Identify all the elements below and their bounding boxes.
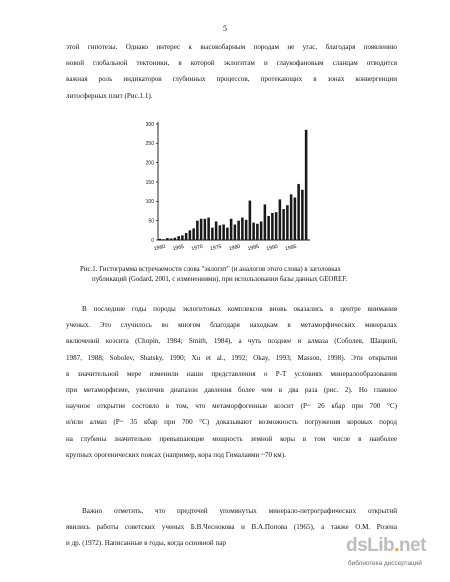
- y-tick-label: 300: [145, 121, 154, 128]
- figure-caption: [80, 265, 400, 285]
- dslib-logo-main: dsLib: [346, 535, 395, 556]
- histogram-bar: [211, 228, 214, 240]
- histogram-bar: [294, 197, 297, 240]
- text-line: важная роль индикаторов глубинных процессов, протекающих в зонах конвергенции: [66, 75, 397, 84]
- histogram-bar: [170, 238, 173, 240]
- dslib-logo-dot: .: [394, 535, 399, 556]
- text-line: включений коэсита (Chopin, 1984; Smith, 1984), а чуть позднее и алмаза (Соболев, Шацкий,: [66, 337, 397, 346]
- histogram-bar: [245, 220, 248, 240]
- histogram-bar: [162, 239, 165, 240]
- dslib-watermark: [346, 535, 446, 575]
- histogram-bar: [181, 235, 184, 240]
- histogram-bar: [192, 228, 195, 240]
- text-line: и др. (1972). Написанные в годы, когда основной пар: [66, 539, 226, 548]
- x-tick-label: 1960: [153, 243, 166, 253]
- histogram-bar: [290, 194, 293, 240]
- histogram-bar: [207, 218, 210, 240]
- histogram-bar: [275, 212, 278, 240]
- histogram-bar: [196, 221, 199, 240]
- y-tick-label: 250: [145, 141, 154, 148]
- dslib-logo: [346, 535, 426, 557]
- histogram-bar: [230, 219, 233, 240]
- histogram-bar: [256, 224, 259, 240]
- histogram-bar: [177, 236, 180, 240]
- histogram-bar: [215, 221, 218, 240]
- text-line: в значительной мере изменили наши представления о P-T условиях минералообразования: [66, 369, 397, 378]
- histogram-bar: [226, 228, 229, 240]
- y-tick-label: 100: [145, 199, 154, 206]
- histogram-bar: [166, 238, 169, 240]
- x-tick-label: 1985: [247, 243, 260, 253]
- histogram-bar: [249, 201, 252, 240]
- histogram-bar: [189, 230, 192, 240]
- text-line: на глубины значительно превышающие мощность земной коры в том числе в наиболее: [66, 434, 397, 443]
- histogram-bar: [200, 219, 203, 240]
- histogram-bar: [159, 239, 162, 240]
- histogram-bar: [301, 190, 304, 240]
- histogram-bar: [234, 225, 237, 240]
- text-line: при метаморфизме, увеличив диапазон давления более чем в два раза (рис. 2). Но главное: [66, 385, 397, 394]
- caption-line: Рис.1. Гистограмма встречаемости слова "эклогит" (и аналогов этого слова) в заголовках: [80, 266, 342, 273]
- x-tick-label: 1975: [209, 243, 223, 253]
- y-tick-label: 0: [151, 237, 154, 244]
- paragraph-2: [66, 301, 397, 463]
- histogram-bar: [260, 221, 263, 240]
- text-line: ученых. Это случилось во многом благодаря находкам в метаморфических минералах: [66, 321, 397, 330]
- text-line: и/или алмаз (P~ 35 кбар при 700 °С) доказывают возможность погружения коровых пород: [66, 418, 397, 427]
- y-tick-label: 50: [148, 218, 154, 225]
- y-tick-label: 200: [145, 160, 154, 167]
- histogram-bar: [267, 216, 270, 240]
- page-number: 5: [223, 24, 227, 33]
- x-tick-label: 1995: [284, 243, 298, 253]
- y-tick-label: 150: [145, 179, 154, 186]
- histogram-bar: [185, 233, 188, 240]
- histogram-bar: [174, 238, 177, 240]
- text-line: литосферных плит (Рис.1.1).: [66, 91, 153, 100]
- histogram-bar: [271, 213, 274, 240]
- x-tick-label: 1980: [228, 243, 241, 253]
- paragraph-1: [66, 39, 397, 104]
- x-tick-label: 1970: [190, 243, 204, 253]
- histogram-bar: [286, 205, 289, 240]
- text-line: В последние годы породы эклогитовых комплексов вновь оказались в центре внимания: [82, 305, 397, 313]
- text-line: крупных орогенических поясах (например, кора под Гималаями ~70 км).: [66, 450, 286, 459]
- x-tick-label: 1965: [172, 243, 185, 253]
- text-line: научное открытие состояло в том, что метаморфогенные коэсит (P~ 26 кбар при 700 °С): [66, 402, 397, 411]
- histogram-bar: [297, 184, 300, 240]
- histogram-bar: [252, 223, 255, 240]
- histogram-bar: [241, 218, 244, 240]
- histogram-bar: [219, 225, 222, 240]
- text-line: новой глобальной тектоники, в которой эклогитам и глаукофановым сланцам отводится: [66, 59, 397, 68]
- histogram-bar: [222, 225, 225, 240]
- x-tick-label: 1990: [265, 243, 279, 253]
- dslib-subtitle: библиотека диссертаций: [348, 560, 422, 567]
- text-line: этой гипотезы. Однако интерес к высокобарным породам не угас, благодаря появлению: [66, 43, 397, 51]
- eclogite-histogram-chart: [140, 116, 315, 258]
- caption-line: публикаций (Godard, 2001, с изменениями), при использовании базы данных GEOREF.: [92, 276, 348, 283]
- histogram-bar: [204, 219, 207, 240]
- dslib-logo-tld: net: [398, 535, 426, 556]
- histogram-bar: [264, 204, 267, 240]
- text-line: 1987, 1988; Sobolev, Shatsky, 1990; Xu et al., 1992; Okay, 1993; Masson, 1998). Эти открытия: [66, 353, 397, 362]
- histogram-bar: [282, 209, 285, 240]
- histogram-bar: [237, 221, 240, 240]
- histogram-bar: [279, 199, 282, 240]
- text-line: Важно отметить, что предтечей упомянутых минерало-петрографических открытий: [82, 507, 397, 515]
- text-line: явились работы советских ученых Б.В.Чеснокова и В.А.Попова (1965), а также О.М. Розена: [66, 523, 397, 532]
- histogram-bar: [305, 130, 308, 240]
